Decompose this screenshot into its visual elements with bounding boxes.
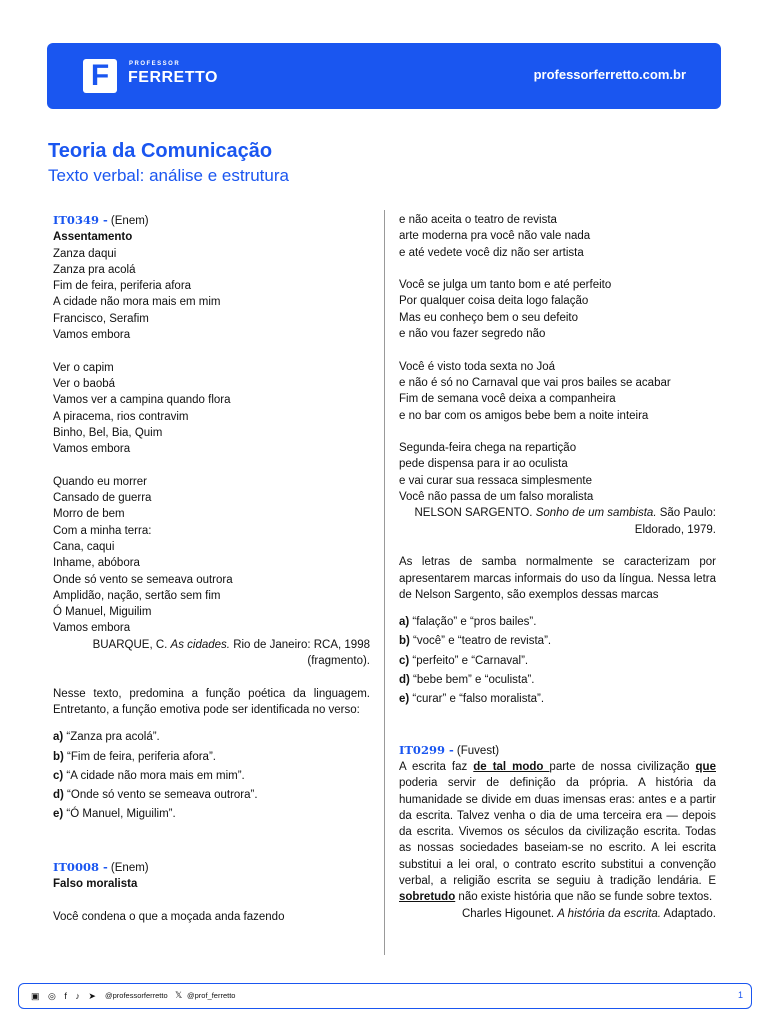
reference-work: Sonho de um sambista. — [535, 507, 657, 520]
poem-line: Você é visto toda sexta no Joá — [399, 360, 555, 373]
page-header — [47, 43, 721, 109]
reference — [399, 906, 716, 922]
poem-line: Cansado de guerra — [53, 492, 152, 505]
poem-line: Vamos embora — [53, 443, 131, 456]
poem-line: e vai curar sua ressaca simplesmente — [399, 474, 593, 487]
question-source: (Fuvest) — [453, 744, 500, 757]
stanza — [399, 277, 716, 342]
poem-line: Quando eu morrer — [53, 475, 147, 488]
poem-line: Ver o capim — [53, 361, 114, 374]
column-divider — [384, 210, 385, 955]
answer-option[interactable]: e) “Ó Manuel, Miguilim”. — [53, 808, 176, 821]
question-code: IT0008 - — [53, 859, 108, 874]
reference-note: Eldorado, 1979. — [634, 523, 716, 536]
poem-line: e não aceita o teatro de revista — [399, 214, 557, 226]
ferretto-logo-icon: F — [83, 59, 117, 93]
poem-line: Você não passa de um falso moralista — [399, 491, 594, 504]
poem-line: e não vou fazer segredo não — [399, 328, 546, 341]
poem-line: Com a minha terra: — [53, 524, 152, 537]
reference-author: Charles Higounet. — [461, 907, 558, 920]
poem-line: Vamos ver a campina quando flora — [53, 394, 231, 407]
question-source: (Enem) — [107, 215, 149, 227]
page-subtitle: Texto verbal: análise e estrutura — [48, 166, 289, 185]
reference — [399, 505, 716, 538]
reference-author: NELSON SARGENTO. — [414, 507, 536, 520]
stanza — [53, 246, 370, 344]
stanza — [399, 359, 716, 424]
poem-line: Cana, caqui — [53, 540, 115, 553]
right-column — [399, 212, 716, 922]
poem-line: pede dispensa para ir ao oculista — [399, 458, 568, 471]
reference-author: BUARQUE, C. — [92, 638, 171, 651]
answer-option[interactable]: e) “curar” e “falso moralista”. — [399, 693, 545, 706]
poem-title: Assentamento — [53, 231, 133, 244]
poem-line: Fim de feira, periferia afora — [53, 280, 192, 293]
poem-line: Vamos embora — [53, 329, 131, 342]
question-code: IT0349 - — [53, 213, 108, 227]
answer-option[interactable]: d) “Onde só vento se semeava outrora”. — [53, 789, 258, 802]
answer-option[interactable]: c) “A cidade não mora mais em mim”. — [53, 769, 245, 782]
poem-line: e não é só no Carnaval que vai pros bailes se acabar — [399, 376, 671, 389]
x-icon[interactable]: 𝕏 — [175, 990, 183, 1000]
poem-line: A cidade não mora mais em mim — [53, 296, 221, 309]
stanza — [53, 474, 370, 637]
reference-publisher: Rio de Janeiro: RCA, 1998 — [230, 638, 370, 651]
poem-line: Morro de bem — [53, 508, 125, 521]
social-handle[interactable]: @professorferretto — [105, 991, 168, 1000]
stanza — [399, 212, 716, 261]
poem-line: e no bar com os amigos bebe bem a noite inteira — [399, 409, 649, 422]
page-title: Teoria da Comunicação — [48, 140, 273, 162]
poem-title: Falso moralista — [53, 877, 138, 890]
left-column — [53, 212, 370, 925]
social-icons[interactable]: ▣ ◎ f ♪ ➤ — [31, 991, 99, 1001]
answer-option[interactable]: b) “você” e “teatro de revista”. — [399, 635, 552, 648]
poem-line: Zanza pra acolá — [53, 263, 136, 276]
poem-line: Você se julga um tanto bom e até perfeito — [399, 279, 612, 292]
answer-option[interactable]: a) “falação” e “pros bailes”. — [399, 616, 537, 629]
page-footer — [18, 983, 752, 1009]
poem-line: Mas eu conheço bem o seu defeito — [399, 311, 579, 324]
poem-line: Por qualquer coisa deita logo falação — [399, 295, 589, 308]
question-header — [53, 859, 370, 876]
site-link[interactable]: professorferretto.com.br — [533, 67, 686, 82]
answer-option[interactable]: d) “bebe bem” e “oculista”. — [399, 674, 535, 687]
poem-line: Zanza daqui — [53, 247, 117, 260]
poem-line: Fim de semana você deixa a companheira — [399, 393, 616, 406]
question-header — [399, 742, 716, 759]
reference-note: (fragmento). — [307, 655, 370, 668]
reference — [53, 637, 370, 670]
reference-publisher: São Paulo: — [656, 507, 716, 520]
answer-option[interactable]: b) “Fim de feira, periferia afora”. — [53, 750, 216, 763]
poem-line: Ó Manuel, Miguilim — [53, 606, 152, 619]
poem-line: Inhame, abóbora — [53, 557, 140, 570]
page-number: 1 — [737, 990, 743, 1000]
reference-work: As cidades. — [170, 638, 230, 651]
question-header — [53, 212, 370, 229]
logo-ferretto-text: FERRETTO — [128, 69, 218, 86]
poem-line: Você condena o que a moçada anda fazendo — [53, 910, 285, 923]
poem-line: e até vedete você diz não ser artista — [399, 246, 584, 259]
poem-line: Binho, Bel, Bia, Quim — [53, 426, 163, 439]
poem-line: Vamos embora — [53, 622, 131, 635]
question-text: Nesse texto, predomina a função poética da linguagem. Entretanto, a função emotiva pode ser identificada no verso: — [53, 687, 370, 716]
reference-work: A história da escrita. — [557, 907, 661, 920]
question-text: As letras de samba normalmente se caracterizam por apresentarem marcas informais do uso da língua. Nessa letra de Nelson Sargento, são exemplos dessas marcas — [399, 556, 716, 601]
stanza — [399, 440, 716, 505]
question-source: (Enem) — [107, 861, 149, 874]
reference-note: Adaptado. — [661, 907, 716, 920]
passage-text: A escrita faz de tal modo parte de nossa civilização que poderia servir de definição da própria. A história da humanidade se divide em duas imensas eras: antes e a partir da escrita. Talvez venha o dia de uma terceira era — depois da escrita. Vivemos os séculos da civilização escrita. Todas as nossas sociedades baseiam-se no escrito. A lei escrita substitui a lei oral, o contrato escrito substitui a convenção verbal, a religião escrita se seguiu à tradição lendária. E sobretudo não existe história que não se funde sobre textos. — [399, 760, 716, 904]
poem-line: Ver o baobá — [53, 377, 116, 390]
poem-line: Francisco, Serafim — [53, 312, 149, 325]
answer-option[interactable]: c) “perfeito” e “Carnaval”. — [399, 654, 529, 667]
stanza — [53, 360, 370, 458]
poem-line: Amplidão, nação, sertão sem fim — [53, 589, 221, 602]
logo-professor-text: PROFESSOR — [129, 61, 181, 67]
poem-line: A piracema, rios contravim — [53, 410, 189, 423]
poem-line: Segunda-feira chega na repartição — [399, 442, 577, 455]
x-handle[interactable]: @prof_ferretto — [187, 991, 236, 1000]
answer-option[interactable]: a) “Zanza pra acolá”. — [53, 731, 160, 744]
question-code: IT0299 - — [399, 742, 454, 757]
poem-line: arte moderna pra você não vale nada — [399, 230, 591, 243]
poem-line: Onde só vento se semeava outrora — [53, 573, 233, 586]
